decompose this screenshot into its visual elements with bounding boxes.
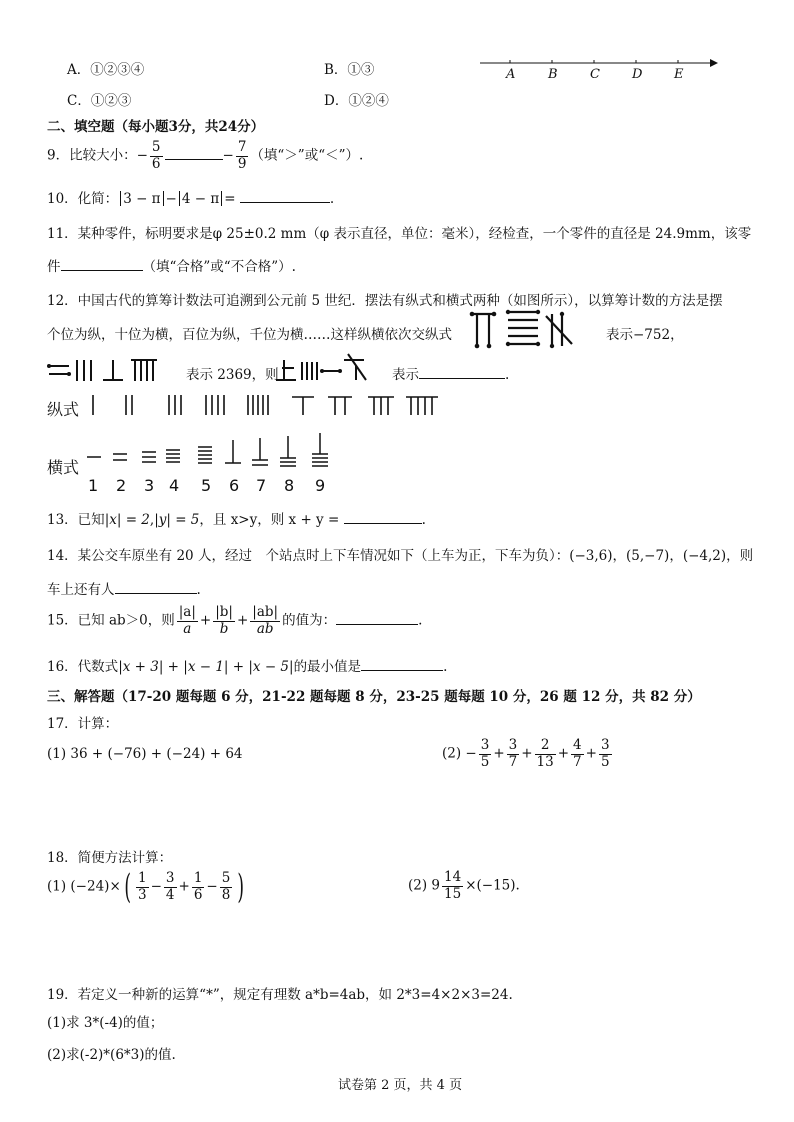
number-line-label-d: D [632,67,643,82]
option-a: A．①②③④ [67,62,145,78]
number-line-label-b: B [548,67,558,82]
q18-fraction-2: $\frac{3}{4}$ [165,869,175,903]
question-15: 15．已知 ab＞0，则 $\frac{|a|}{a}$ + $\frac{|b|}{b}$ + $\frac{|ab|}{ab}$ 的值为： . [47,604,423,637]
q17-fraction-4: $\frac{4}{7}$ [573,737,582,770]
q16-expression: |x + 3| + |x − 1| + |x − 5| [118,659,294,675]
q17-fraction-2: $\frac{3}{7}$ [508,737,518,770]
question-10 [47,187,334,207]
rod-digit-3: 3 [144,476,155,495]
q13-prefix: 13．已知 [47,512,105,528]
rod-digit-9: 9 [315,476,326,495]
q9-fraction-2: $\frac{7}{9}$ [237,139,247,172]
q9-suffix: （填“＞”或“＜”）. [250,147,364,164]
q9-sign-1: − [136,147,148,164]
number-line-label-e: E [674,67,684,82]
rod-digit-8: 8 [284,476,295,495]
q15-fraction-3: $\frac{|ab|}{ab}$ [252,604,279,637]
q11-suffix: （填“合格”或“不合格”）. [142,259,296,275]
q15-answer-blank[interactable] [336,612,418,625]
question-17-part-2: (2) − $\frac{3}{5}$ + $\frac{3}{7}$ + $\frac{2}{13}$ + $\frac{4}{7}$ + $\frac{3}{5}$ [442,737,610,770]
question-17-title: 17．计算： [47,716,119,732]
q15-fraction-1: $\frac{|a|}{a}$ [178,604,196,637]
question-13: 13．已知|x| = 2,|y| = 5，且 x>y，则 x + y = . [47,512,426,528]
question-19-line-1: 19．若定义一种新的运算“*”，规定有理数 a*b=4ab，如 2*3=4×2×3=24. [47,987,513,1003]
option-b: B．①③ [324,62,375,78]
q9-fraction-1: $\frac{5}{6}$ [151,139,161,172]
question-9 [47,140,363,172]
question-18-part-2 [408,870,520,902]
question-18-title: 18．简便方法计算： [47,850,173,866]
q13-answer-blank[interactable] [344,511,422,524]
q9-prefix: 9．比较大小： [47,147,137,164]
q9-sign-2: − [222,147,234,164]
q13-suffix: . [421,512,426,528]
q15-fraction-2: $\frac{|b|}{b}$ [215,604,233,637]
q16-suffix: 的最小值是 [293,659,362,675]
rod-digit-1: 1 [88,476,99,495]
counting-rods-vertical-row-icon [86,393,446,419]
q18-p2-suffix: ×(−15). [465,877,520,894]
page-footer: 试卷第 2 页，共 4 页 [338,1078,463,1093]
rods-vertical-label: 纵式 [47,400,80,419]
question-18-part-1: (1) (−24)×( $\frac{1}{3}$ − $\frac{3}{4}$ + $\frac{1}{6}$ − $\frac{5}{8}$ ) [47,867,245,907]
q10-answer-blank[interactable] [240,190,330,203]
q18-mixed-fraction: $\frac{14}{15}$ [444,869,462,902]
q12-represents-label: 表示 [392,367,419,383]
question-12-answer [392,363,509,383]
q18-fraction-3: $\frac{1}{6}$ [193,869,203,903]
counting-rods-2369-icon [47,357,163,385]
q17-fraction-3: $\frac{2}{13}$ [536,737,554,770]
counting-rods-horizontal-row-icon [86,432,336,472]
number-line-label-a: A [506,67,516,82]
q10-expr-2: 4 − π [181,191,220,207]
question-11-line-2 [47,255,296,275]
q13-condition-3: ，且 x>y，则 x + y = [199,512,340,528]
q17-p2-prefix: (2) − [442,745,477,762]
q15-prefix: 15．已知 ab＞0，则 [47,612,175,629]
number-line-label-c: C [590,67,600,82]
question-19-line-2: (1)求 3*(-4)的值； [47,1015,164,1031]
question-16: 16．代数式|x + 3| + |x − 1| + |x − 5|的最小值是 . [47,659,448,675]
rod-digit-7: 7 [256,476,267,495]
q15-suffix: 的值为： [282,612,337,629]
q12-answer-blank[interactable] [419,366,505,379]
section-heading-fill-in: 二、填空题（每小题3分，共24分） [47,119,265,135]
q10-minus: − [165,191,177,207]
q14-suffix: . [196,582,201,598]
q11-answer-blank[interactable] [61,258,143,271]
counting-rods-unknown-icon [274,352,370,384]
q14-answer-blank[interactable] [115,581,197,594]
counting-rods-neg752-icon [468,308,580,352]
question-11-line-1: 11．某种零件，标明要求是φ 25±0.2 mm（φ 表示直径，单位：毫米），经检查，一个零件的直径是 24.9mm，该零 [47,226,752,242]
q18-p2-prefix: (2) 9 [408,877,441,894]
question-14-line-1: 14．某公交车原坐有 20 人，经过 个站点时上下车情况如下（上车为正，下车为负）：(−3,6)，(5,−7)，(−4,2)，则 [47,548,754,564]
question-14-line-2 [47,578,201,598]
q10-expr-1: 3 − π [123,191,161,207]
rod-digit-6: 6 [229,476,240,495]
q12-represents-2369: 表示 2369，则 [186,367,279,383]
q18-p1-prefix: (1) (−24)× [47,878,121,895]
option-c: C．①②③ [67,93,132,109]
q18-fraction-4: $\frac{5}{8}$ [221,869,231,903]
q12-represents-neg752: 表示−752， [606,327,684,343]
q10-prefix: 10．化简： [47,191,119,207]
q16-answer-blank[interactable] [361,658,443,671]
question-19-line-3: (2)求(-2)*(6*3)的值. [47,1047,176,1063]
q16-prefix: 16．代数式 [47,659,119,675]
rod-digit-5: 5 [201,476,212,495]
rod-digit-2: 2 [116,476,127,495]
option-d: D．①②④ [324,93,389,109]
q12-suffix: . [505,367,510,383]
rods-horizontal-label: 横式 [47,458,80,477]
question-12-line-1: 12．中国古代的算筹计数法可追溯到公元前 5 世纪．摆法有纵式和横式两种（如图所示），以算筹计数的方法是摆 [47,293,723,309]
q17-fraction-1: $\frac{3}{5}$ [480,737,490,770]
q11-prefix: 件 [47,259,61,275]
q10-suffix: . [329,191,335,207]
q17-fraction-5: $\frac{3}{5}$ [600,737,610,770]
rod-digit-4: 4 [169,476,180,495]
q9-answer-blank[interactable] [165,147,223,160]
q13-condition-1: |x| = 2 [104,512,150,528]
q14-prefix: 车上还有人 [47,582,115,598]
question-12-line-2: 个位为纵，十位为横，百位为纵，千位为横……这样纵横依次交纵式 [47,327,452,343]
section-heading-solve: 三、解答题（17-20 题每题 6 分，21-22 题每题 8 分，23-25 题每题 10 分，26 题 12 分，共 82 分） [47,689,701,705]
q13-condition-2: |y| = 5 [154,512,200,528]
q10-equals: = [224,191,236,207]
question-17-part-1: (1) 36 + (−76) + (−24) + 64 [47,746,243,762]
q18-fraction-1: $\frac{1}{3}$ [138,869,147,903]
